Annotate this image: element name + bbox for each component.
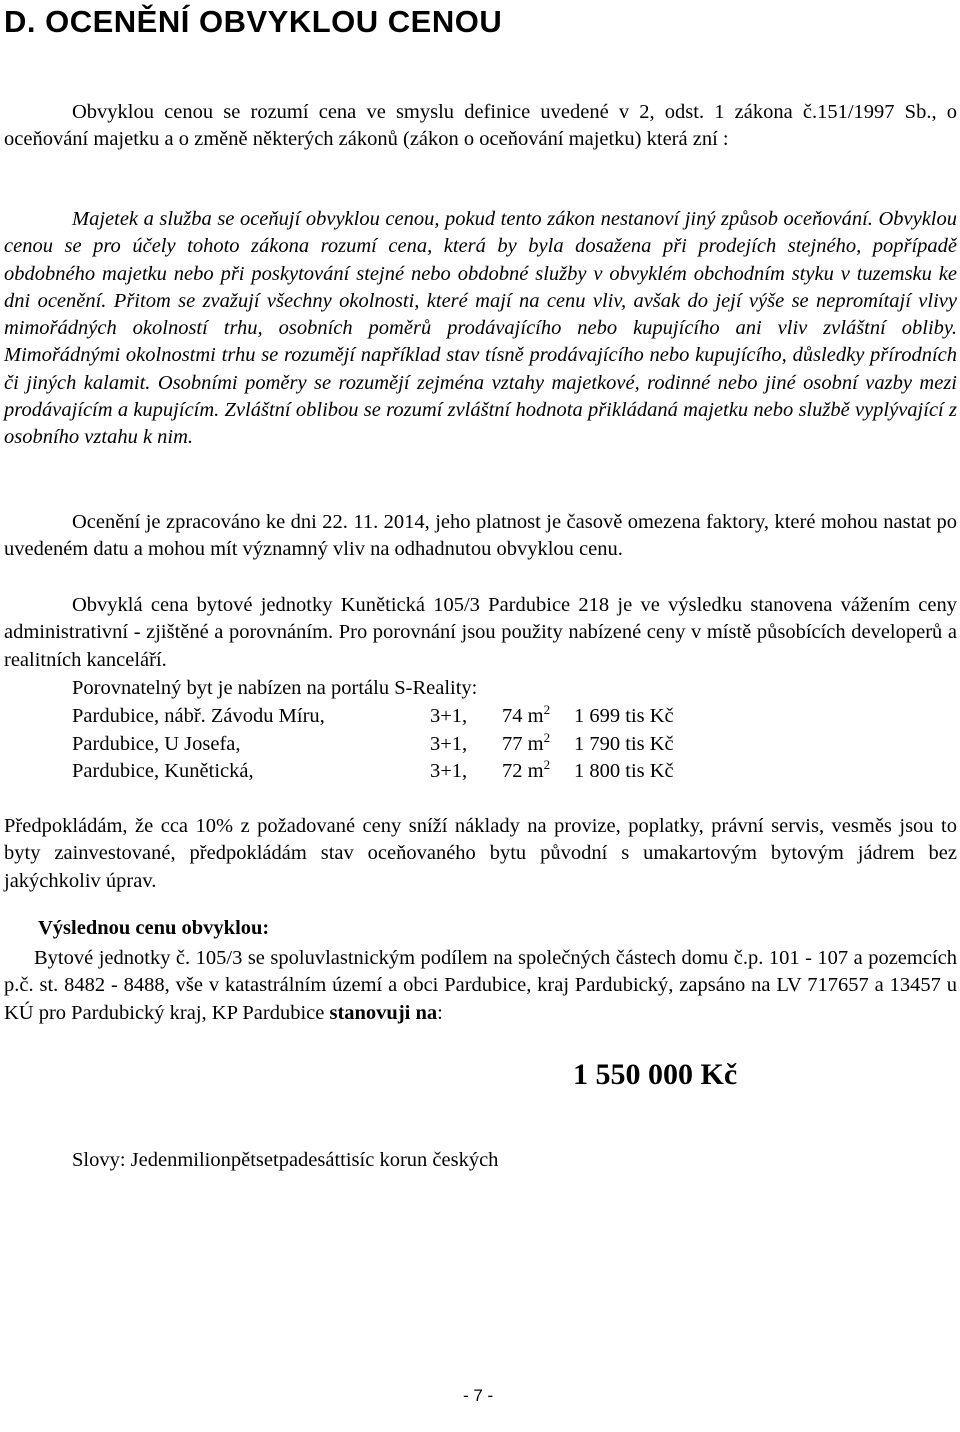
method-text: Obvyklá cena bytové jednotky Kunětická 105/3 Pardubice 218 je ve výsledku stanovena vážením ceny administrativní - zjištěné a porovnáním. Pro porovnání jsou použity nabízené ceny v místě působících developerů a realitních kanceláří. — [4, 594, 957, 671]
offer-area: 77 $m^2$ — [502, 730, 551, 755]
offer-price: 1 790 tis Kč — [574, 733, 674, 755]
law-quote-paragraph — [4, 206, 957, 452]
offer-price: 1 699 tis Kč — [574, 705, 674, 727]
result-emphasis: stanovuji na — [329, 1001, 438, 1024]
section-heading: D. OCENĚNÍ OBVYKLOU CENOU — [4, 4, 503, 39]
result-text: Bytové jednotky č. 105/3 se spoluvlastnickým podílem na společných částech domu č.p. 101 - 107 a pozemcích p.č. st. 8482 - 8488, vše v katastrálním území a obci Pardubice, kraj Pardubický, zapsáno na LV 717657 a 13457 u KÚ pro Pardubický kraj, KP Pardubice — [4, 947, 957, 1024]
offer-rooms: 3+1, — [430, 733, 468, 755]
intro-paragraph — [4, 99, 957, 154]
offer-rooms: 3+1, — [430, 760, 468, 782]
intro-text: Obvyklou cenou se rozumí cena ve smyslu definice uvedené v 2, odst. 1 zákona č.151/1997 Sb., o oceňování majetku a o změně některých zákonů (zákon o oceňování majetku) která zní : — [4, 101, 957, 151]
assumption-text: Předpokládám, že cca 10% z požadované ceny sníží náklady na provize, poplatky, právní servis, vesměs jsou to byty zainvestované, předpokládám stav oceňovaného bytu původní s umakartovým bytovým jádrem bez jakýchkoliv úprav. — [4, 815, 957, 892]
validity-text: Ocenění je zpracováno ke dni 22. 11. 2014, jeho platnost je časově omezena faktory, které mohou nastat po uvedeném datu a mohou mít významný vliv na odhadnutou obvyklou cenu. — [4, 511, 957, 561]
validity-paragraph — [4, 509, 957, 564]
offer-area: 72 $m^2$ — [502, 757, 551, 782]
price-in-words: Slovy: Jedenmilionpětsetpadesáttisíc korun českých — [72, 1149, 499, 1171]
offer-location: Pardubice, nábř. Závodu Míru, — [72, 705, 325, 727]
offer-price: 1 800 tis Kč — [574, 760, 674, 782]
total-price: 1 550 000 Kč — [573, 1058, 738, 1091]
offer-location: Pardubice, Kunětická, — [72, 760, 254, 782]
page-number: - 7 - — [463, 1386, 494, 1405]
offer-area: 74 $m^2$ — [502, 702, 551, 727]
result-heading: Výslednou cenu obvyklou: — [38, 917, 270, 939]
comparison-intro: Porovnatelný byt je nabízen na portálu S-Reality: — [72, 677, 478, 699]
method-paragraph — [4, 592, 957, 674]
law-quote-text: Majetek a služba se oceňují obvyklou cenou, pokud tento zákon nestanoví jiný způsob oceňování. Obvyklou cenou se pro účely tohoto zákona rozumí cena, která by byla dosažena při prodejích stejného, popřípadě obdobného majetku nebo při poskytování stejné nebo obdobné služby v obvyklém obchodním styku v tuzemsku ke dni ocenění. Přitom se zvažují všechny okolnosti, které mají na cenu vliv, avšak do její výše se nepromítají vlivy mimořádných okolností trhu, osobních poměrů prodávajícího nebo kupujícího ani vliv zvláštní obliby. Mimořádnými okolnostmi trhu se rozumějí například stav tísně prodávajícího nebo kupujícího, důsledky přírodních či jiných kalamit. Osobními poměry se rozumějí zejména vztahy majetkové, rodinné nebo jiné osobní vazby mezi prodávajícím a kupujícím. Zvláštní oblibou se rozumí zvláštní hodnota přikládaná majetku nebo službě vyplývající z osobního vztahu k nim. — [4, 208, 957, 449]
offer-rooms: 3+1, — [430, 705, 468, 727]
assumption-paragraph — [4, 813, 957, 895]
result-paragraph: Bytové jednotky č. 105/3 se spoluvlastnickým podílem na společných částech domu č.p. 101 - 107 a pozemcích p.č. st. 8482 - 8488, vše v katastrálním území a obci Pardubice, kraj Pardubický, zapsáno na LV 717657 a 13457 u KÚ pro Pardubický kraj, KP Pardubice stanovuji na: — [4, 947, 957, 1024]
offer-location: Pardubice, U Josefa, — [72, 733, 241, 755]
